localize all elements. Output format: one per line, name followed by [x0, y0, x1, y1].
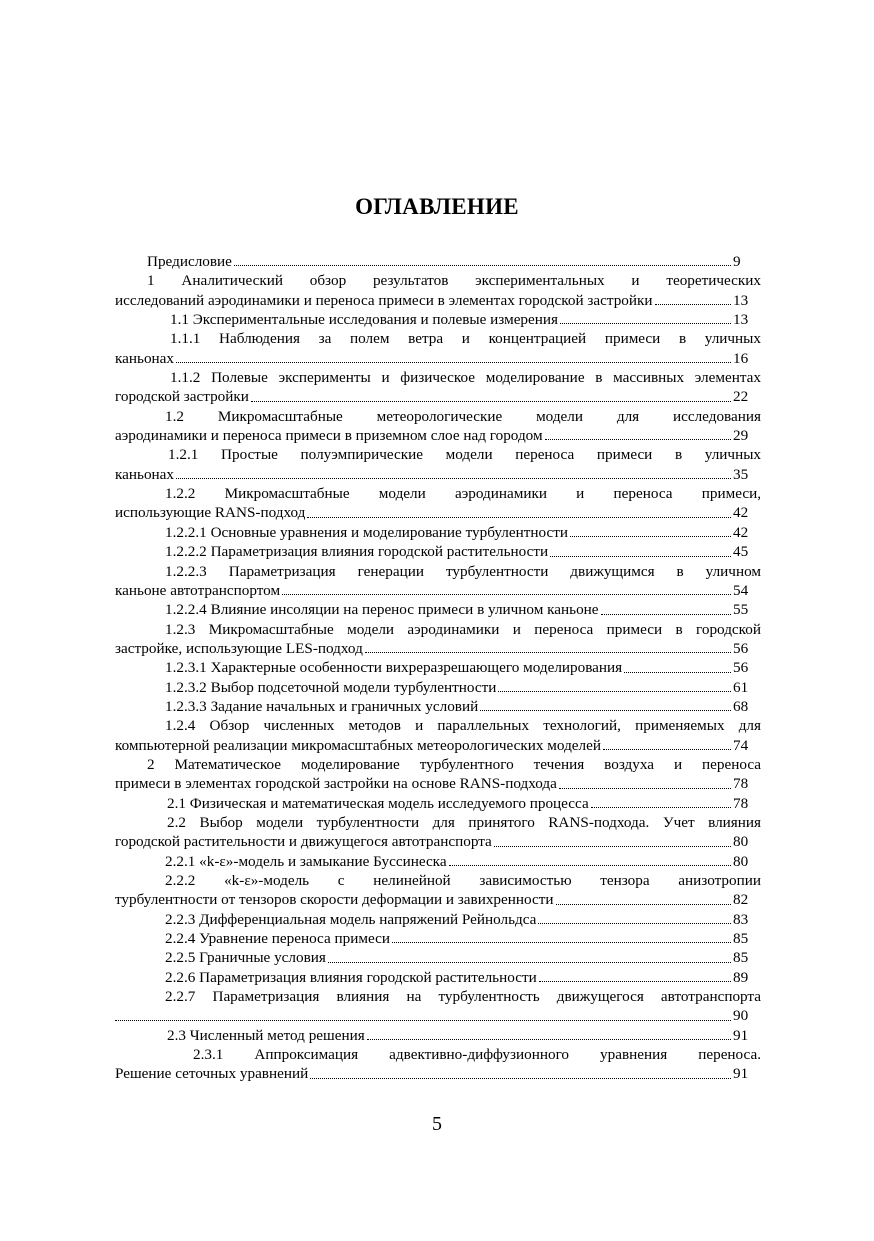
toc-entry[interactable] — [115, 755, 761, 794]
dot-leader — [556, 904, 732, 905]
toc-entry[interactable] — [115, 968, 761, 987]
dot-leader — [307, 517, 731, 518]
toc-page-number: 80 — [733, 852, 749, 870]
toc-entry[interactable] — [115, 910, 761, 929]
page-title: ОГЛАВЛЕНИЕ — [355, 194, 519, 219]
toc-entry[interactable] — [115, 368, 761, 407]
dot-leader — [591, 807, 731, 808]
dot-leader — [559, 788, 731, 789]
dot-leader — [251, 401, 731, 402]
toc-entry-text: использующие RANS-подход — [115, 504, 306, 522]
toc-page-number: 42 — [733, 523, 749, 541]
toc-page-number: 90 — [733, 1007, 749, 1025]
toc-page-number: 22 — [733, 388, 749, 406]
toc-page-number: 61 — [733, 678, 749, 696]
toc-entry[interactable] — [115, 484, 761, 523]
toc-page-number: 54 — [733, 581, 749, 599]
dot-leader — [282, 594, 731, 595]
toc-entry[interactable] — [115, 252, 761, 271]
dot-leader — [550, 556, 731, 557]
toc-entry[interactable] — [115, 523, 761, 542]
toc-entry[interactable] — [115, 600, 761, 619]
toc-entry[interactable] — [115, 948, 761, 967]
toc-entry[interactable] — [115, 1045, 761, 1084]
page-number: 5 — [432, 1113, 442, 1135]
dot-leader — [655, 304, 731, 305]
toc-entry-text: аэродинамики и переноса примеси в приземном слое над городом — [115, 427, 543, 445]
dot-leader — [234, 265, 731, 266]
toc-page-number: 35 — [733, 465, 749, 483]
toc-entry-text: 1.2.4 Обзор численных методов и параллельных технологий, применяемых для — [165, 717, 761, 735]
toc-entry[interactable] — [115, 445, 761, 484]
toc-entry[interactable] — [115, 310, 761, 329]
toc-page-number: 45 — [733, 543, 749, 561]
toc-page-number: 80 — [733, 833, 749, 851]
toc-entry[interactable] — [115, 542, 761, 561]
dot-leader — [310, 1078, 731, 1079]
dot-leader — [392, 942, 731, 943]
toc-entry-text: 1.2.3.1 Характерные особенности вихреразрешающего моделирования — [165, 659, 623, 677]
toc-entry[interactable] — [115, 678, 761, 697]
toc-entry[interactable] — [115, 794, 761, 813]
toc-page-number: 83 — [733, 910, 749, 928]
dot-leader — [601, 614, 731, 615]
toc-entry-text: 2.2 Выбор модели турбулентности для принятого RANS-подхода. Учет влияния — [167, 813, 761, 831]
table-of-contents — [115, 252, 761, 1084]
toc-entry-text: 2.2.6 Параметризация влияния городской растительности — [165, 968, 537, 986]
toc-entry-text: каньоне автотранспортом — [115, 581, 281, 599]
toc-entry[interactable] — [115, 813, 761, 852]
toc-page-number: 56 — [733, 639, 749, 657]
toc-entry-text: каньонах — [115, 465, 174, 483]
dot-leader — [498, 691, 731, 692]
toc-page-number: 9 — [733, 253, 741, 270]
toc-entry-text: исследований аэродинамики и переноса примеси в элементах городской застройки — [115, 291, 653, 309]
toc-entry[interactable] — [115, 697, 761, 716]
toc-page-number: 78 — [733, 794, 749, 812]
toc-entry[interactable] — [115, 987, 761, 1026]
toc-page-number: 85 — [733, 949, 749, 967]
dot-leader — [539, 981, 731, 982]
toc-entry-text: 1.1 Экспериментальные исследования и полевые измерения — [170, 311, 559, 329]
toc-entry-text: застройке, использующие LES-подход — [115, 639, 363, 657]
dot-leader — [570, 536, 731, 537]
toc-entry[interactable] — [115, 329, 761, 368]
toc-entry-text: 2 Математическое моделирование турбулентного течения воздуха и переноса — [147, 755, 761, 773]
toc-entry-text: 2.2.3 Дифференциальная модель напряжений Рейнольдса — [165, 910, 537, 928]
toc-entry-text: 1.2.2.1 Основные уравнения и моделирование турбулентности — [165, 523, 568, 541]
dot-leader — [494, 846, 731, 847]
toc-entry[interactable] — [115, 871, 761, 910]
toc-entry-text: 2.2.7 Параметризация влияния на турбулентность движущегося автотранспорта — [165, 988, 761, 1006]
toc-entry-text: каньонах — [115, 349, 174, 367]
dot-leader — [449, 865, 731, 866]
toc-entry-text: 1.1.1 Наблюдения за полем ветра и концентрацией примеси в уличных — [170, 330, 761, 348]
toc-entry-text: 1.2.2.3 Параметризация генерации турбулентности движущимся в уличном — [165, 562, 761, 580]
toc-entry-text: 2.2.4 Уравнение переноса примеси — [165, 930, 390, 948]
dot-leader — [367, 1039, 731, 1040]
dot-leader — [560, 323, 731, 324]
dot-leader — [176, 478, 731, 479]
toc-entry-text: 2.1 Физическая и математическая модель исследуемого процесса — [167, 794, 589, 812]
toc-page-number: 29 — [733, 427, 749, 445]
toc-entry-text: 2.3.1 Аппроксимация адвективно-диффузионного уравнения переноса. — [193, 1046, 761, 1064]
dot-leader — [545, 439, 731, 440]
toc-page-number: 42 — [733, 504, 749, 522]
toc-entry-text: турбулентности от тензоров скорости деформации и завихренности — [115, 891, 554, 909]
toc-entry-text: Предисловие — [147, 253, 232, 270]
toc-entry-text: городской застройки — [115, 388, 249, 406]
toc-entry[interactable] — [115, 929, 761, 948]
dot-leader — [115, 1020, 731, 1021]
toc-entry-text: 1.2.2.4 Влияние инсоляции на перенос примеси в уличном каньоне — [165, 601, 599, 619]
dot-leader — [176, 362, 731, 363]
toc-page-number: 85 — [733, 930, 749, 948]
toc-entry-text: 2.3 Численный метод решения — [167, 1026, 365, 1044]
toc-entry-text: 1.2.2.2 Параметризация влияния городской растительности — [165, 543, 549, 561]
toc-page-number: 91 — [733, 1065, 749, 1083]
toc-page-number: 56 — [733, 659, 749, 677]
toc-entry[interactable] — [115, 658, 761, 677]
toc-entry-text: 2.2.2 «k-ε»-модель с нелинейной зависимостью тензора анизотропии — [165, 872, 761, 889]
toc-entry-text: городской растительности и движущегося автотранспорта — [115, 833, 492, 851]
toc-page-number: 78 — [733, 775, 749, 793]
toc-entry[interactable] — [115, 562, 761, 601]
dot-leader — [624, 672, 731, 673]
toc-entry-text: 1 Аналитический обзор результатов экспериментальных и теоретических — [147, 272, 761, 290]
toc-entry[interactable] — [115, 620, 761, 659]
toc-entry[interactable] — [115, 407, 761, 446]
toc-entry-text: 1.2.3 Микромасштабные модели аэродинамики и переноса примеси в городской — [165, 620, 761, 638]
toc-page-number: 89 — [733, 968, 749, 986]
dot-leader — [603, 749, 731, 750]
toc-page-number: 13 — [733, 291, 749, 309]
dot-leader — [328, 962, 731, 963]
toc-entry-text: 1.2 Микромасштабные метеорологические модели для исследования — [165, 407, 761, 425]
toc-entry[interactable] — [115, 852, 761, 871]
toc-entry-text: 1.2.2 Микромасштабные модели аэродинамики и переноса примеси, — [165, 485, 761, 503]
toc-entry-text: 1.2.3.2 Выбор подсеточной модели турбулентности — [165, 678, 497, 696]
toc-page-number: 82 — [733, 891, 749, 909]
toc-entry-text: компьютерной реализации микромасштабных метеорологических моделей — [115, 736, 601, 754]
dot-leader — [365, 652, 731, 653]
dot-leader — [538, 923, 731, 924]
dot-leader — [480, 710, 731, 711]
toc-page-number: 16 — [733, 349, 749, 367]
toc-entry-text: примеси в элементах городской застройки на основе RANS-подхода — [115, 775, 557, 793]
toc-entry[interactable] — [115, 1026, 761, 1045]
toc-entry[interactable] — [115, 716, 761, 755]
toc-entry-text: 1.1.2 Полевые эксперименты и физическое моделирование в массивных элементах — [170, 369, 761, 387]
toc-entry-text: 2.2.1 «k-ε»-модель и замыкание Буссинеска — [165, 852, 447, 870]
toc-page-number: 13 — [733, 311, 749, 329]
toc-entry[interactable] — [115, 271, 761, 310]
toc-page-number: 68 — [733, 697, 749, 715]
toc-entry-text: 1.2.3.3 Задание начальных и граничных условий — [165, 697, 479, 715]
toc-entry-text: 1.2.1 Простые полуэмпирические модели переноса примеси в уличных — [168, 446, 761, 464]
toc-page-number: 91 — [733, 1026, 749, 1044]
toc-page-number: 74 — [733, 736, 749, 754]
toc-entry-text: 2.2.5 Граничные условия — [165, 949, 326, 967]
toc-entry-text: Решение сеточных уравнений — [115, 1065, 309, 1083]
toc-page-number: 55 — [733, 601, 749, 619]
